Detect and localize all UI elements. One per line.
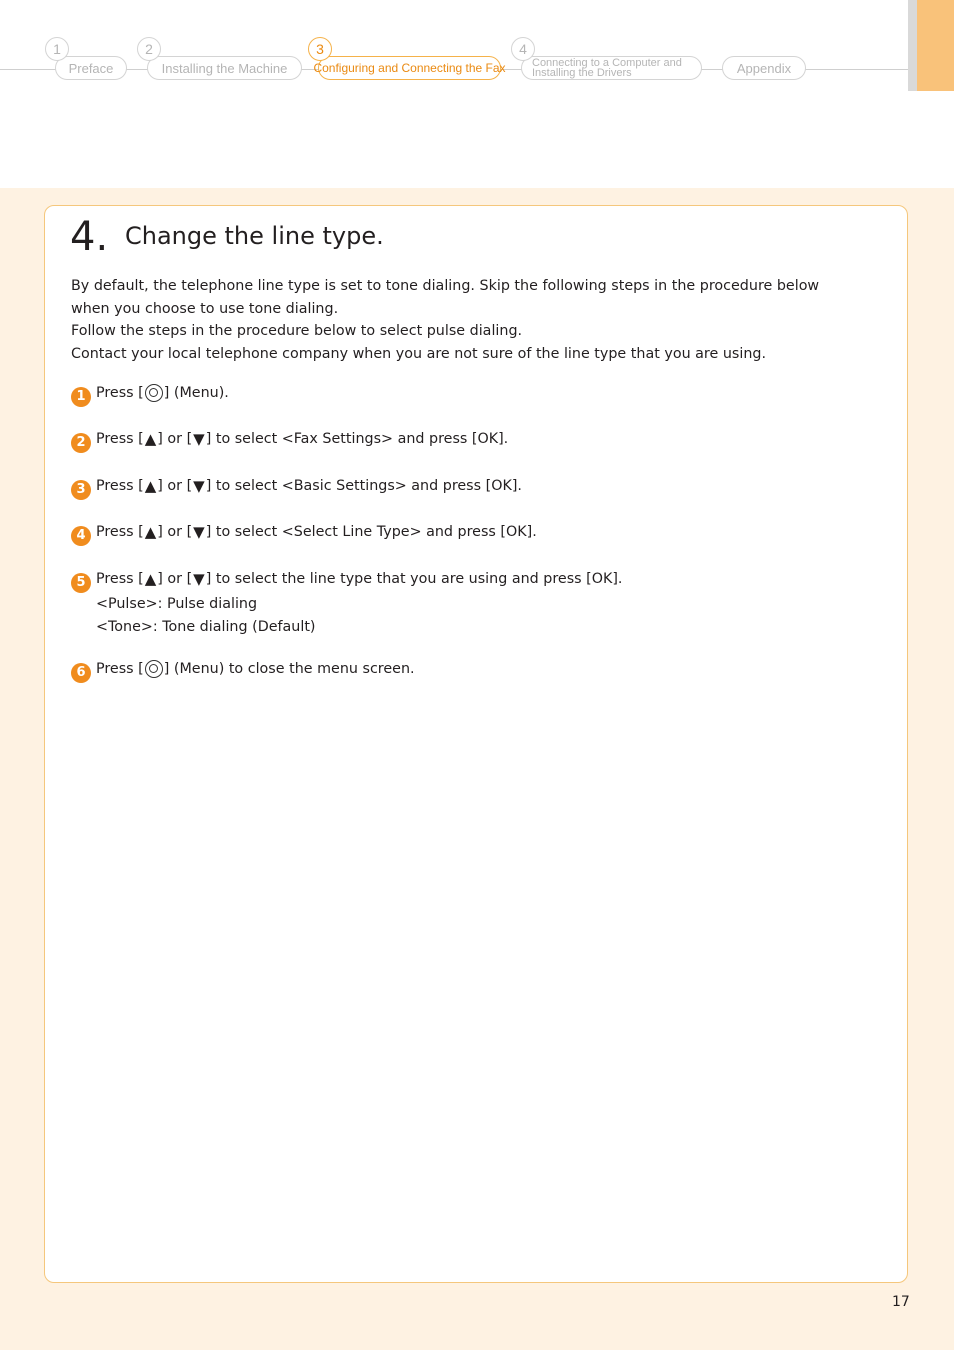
intro-paragraph: Follow the steps in the procedure below to select pulse dialing.: [71, 323, 523, 339]
substep-text: Press [: [96, 524, 144, 540]
tab-number: 4: [511, 37, 535, 61]
step-number: 4.: [70, 214, 109, 260]
intro-paragraph: By default, the telephone line type is set to tone dialing. Skip the following steps in the procedure below when you choose to use tone dialing.: [71, 278, 820, 317]
substep-text: ] or [: [157, 478, 193, 494]
substep-text: ] to select <Basic Settings> and press [OK].: [205, 478, 522, 494]
substep-text: Press [: [96, 431, 144, 447]
substep-text: ] to select <Fax Settings> and press [OK].: [205, 431, 509, 447]
substep-text: ] to select <Select Line Type> and press [OK].: [205, 524, 537, 540]
step-badge: 2: [71, 433, 91, 453]
tab-label: [521, 56, 702, 80]
tab-label: Configuring and Connecting the Fax: [318, 56, 501, 80]
substep-4: [71, 521, 537, 546]
down-arrow-icon: ▼: [193, 430, 205, 448]
substep-text: ] to select the line type that you are using and press [OK].: [205, 571, 623, 587]
step-title: Change the line type.: [125, 222, 384, 250]
step-badge: 3: [71, 480, 91, 500]
substep-2: [71, 428, 508, 453]
substep-6: [71, 658, 415, 683]
up-arrow-icon: ▲: [144, 570, 157, 588]
page-header: [0, 0, 954, 188]
page-number: 17: [892, 1294, 910, 1310]
substep-3: [71, 475, 522, 500]
option-pulse: <Pulse>: Pulse dialing: [96, 596, 258, 612]
tab-label: Appendix: [722, 56, 806, 80]
side-tab-grey: [908, 0, 917, 91]
tab-label: Installing the Machine: [147, 56, 302, 80]
down-arrow-icon: ▼: [193, 570, 205, 588]
substep-text: ] or [: [157, 524, 193, 540]
substep-1: [71, 382, 229, 407]
down-arrow-icon: ▼: [193, 477, 205, 495]
step-badge: 4: [71, 526, 91, 546]
substep-text: Press [: [96, 478, 144, 494]
substep-text: ] (Menu).: [163, 385, 229, 401]
substep-text: Press [: [96, 385, 144, 401]
substep-5: [71, 568, 622, 638]
substep-text: Press [: [96, 571, 144, 587]
substep-text: ] or [: [157, 431, 193, 447]
tab-number: 2: [137, 37, 161, 61]
option-tone: <Tone>: Tone dialing (Default): [96, 618, 316, 635]
tab-label: Preface: [55, 56, 127, 80]
intro-text: [71, 275, 861, 365]
menu-button-icon: [145, 660, 163, 678]
tab-label-line2: Installing the Drivers: [532, 67, 632, 79]
intro-paragraph: Contact your local telephone company when you are not sure of the line type that you are using.: [71, 345, 766, 362]
tab-label-line1: Connecting to a Computer and: [532, 57, 682, 69]
step-badge: 5: [71, 573, 91, 593]
tab-number: 3: [308, 37, 332, 61]
substep-text: ] or [: [157, 571, 193, 587]
up-arrow-icon: ▲: [144, 430, 157, 448]
step-badge: 1: [71, 387, 91, 407]
up-arrow-icon: ▲: [144, 477, 157, 495]
menu-button-icon: [145, 384, 163, 402]
side-tab-orange: [917, 0, 954, 91]
tab-number: 1: [45, 37, 69, 61]
down-arrow-icon: ▼: [193, 523, 205, 541]
substep-text: Press [: [96, 661, 144, 677]
step-badge: 6: [71, 663, 91, 683]
substep-text: ] (Menu) to close the menu screen.: [163, 661, 415, 677]
content-panel: [44, 205, 908, 1283]
up-arrow-icon: ▲: [144, 523, 157, 541]
